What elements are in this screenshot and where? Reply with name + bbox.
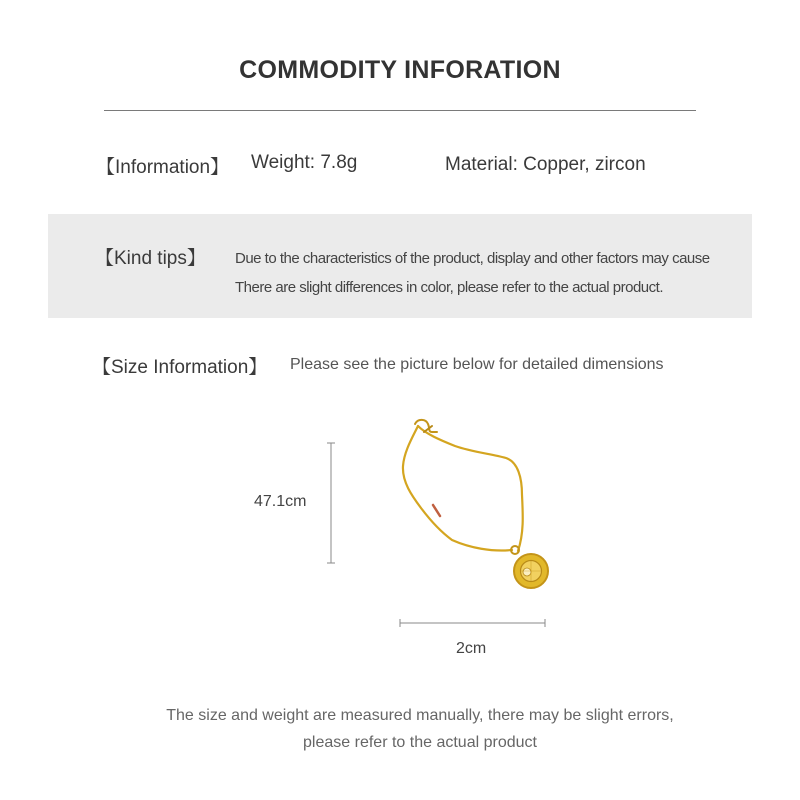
width-dimension-line — [400, 619, 545, 627]
width-dimension-label: 2cm — [456, 640, 487, 657]
kind-tips-label: 【Kind tips】 — [95, 248, 206, 269]
kind-tips-section — [48, 214, 752, 318]
height-dimension-label: 47.1cm — [254, 493, 307, 510]
information-row — [96, 152, 716, 180]
size-information-description: Please see the picture below for detailed dimensions — [290, 356, 664, 373]
weight-value: Weight: 7.8g — [251, 152, 358, 173]
kind-tips-line-1: Due to the characteristics of the product, display and other factors may cause — [235, 250, 710, 267]
footer-note — [0, 702, 800, 756]
footer-line-2: please refer to the actual product — [303, 734, 537, 751]
necklace-image — [403, 420, 548, 588]
size-information-label: 【Size Information】 — [92, 357, 268, 378]
title-divider — [104, 110, 696, 111]
kind-tips-text — [235, 244, 710, 302]
footer-line-1: The size and weight are measured manually, there may be slight errors, — [166, 707, 674, 724]
material-value: Material: Copper, zircon — [445, 154, 646, 175]
product-dimension-figure — [240, 400, 580, 680]
information-label: 【Information】 — [96, 157, 230, 178]
height-dimension-line — [327, 443, 335, 563]
kind-tips-line-2: There are slight differences in color, please refer to the actual product. — [235, 279, 663, 296]
page-title: COMMODITY INFORATION — [239, 56, 561, 84]
